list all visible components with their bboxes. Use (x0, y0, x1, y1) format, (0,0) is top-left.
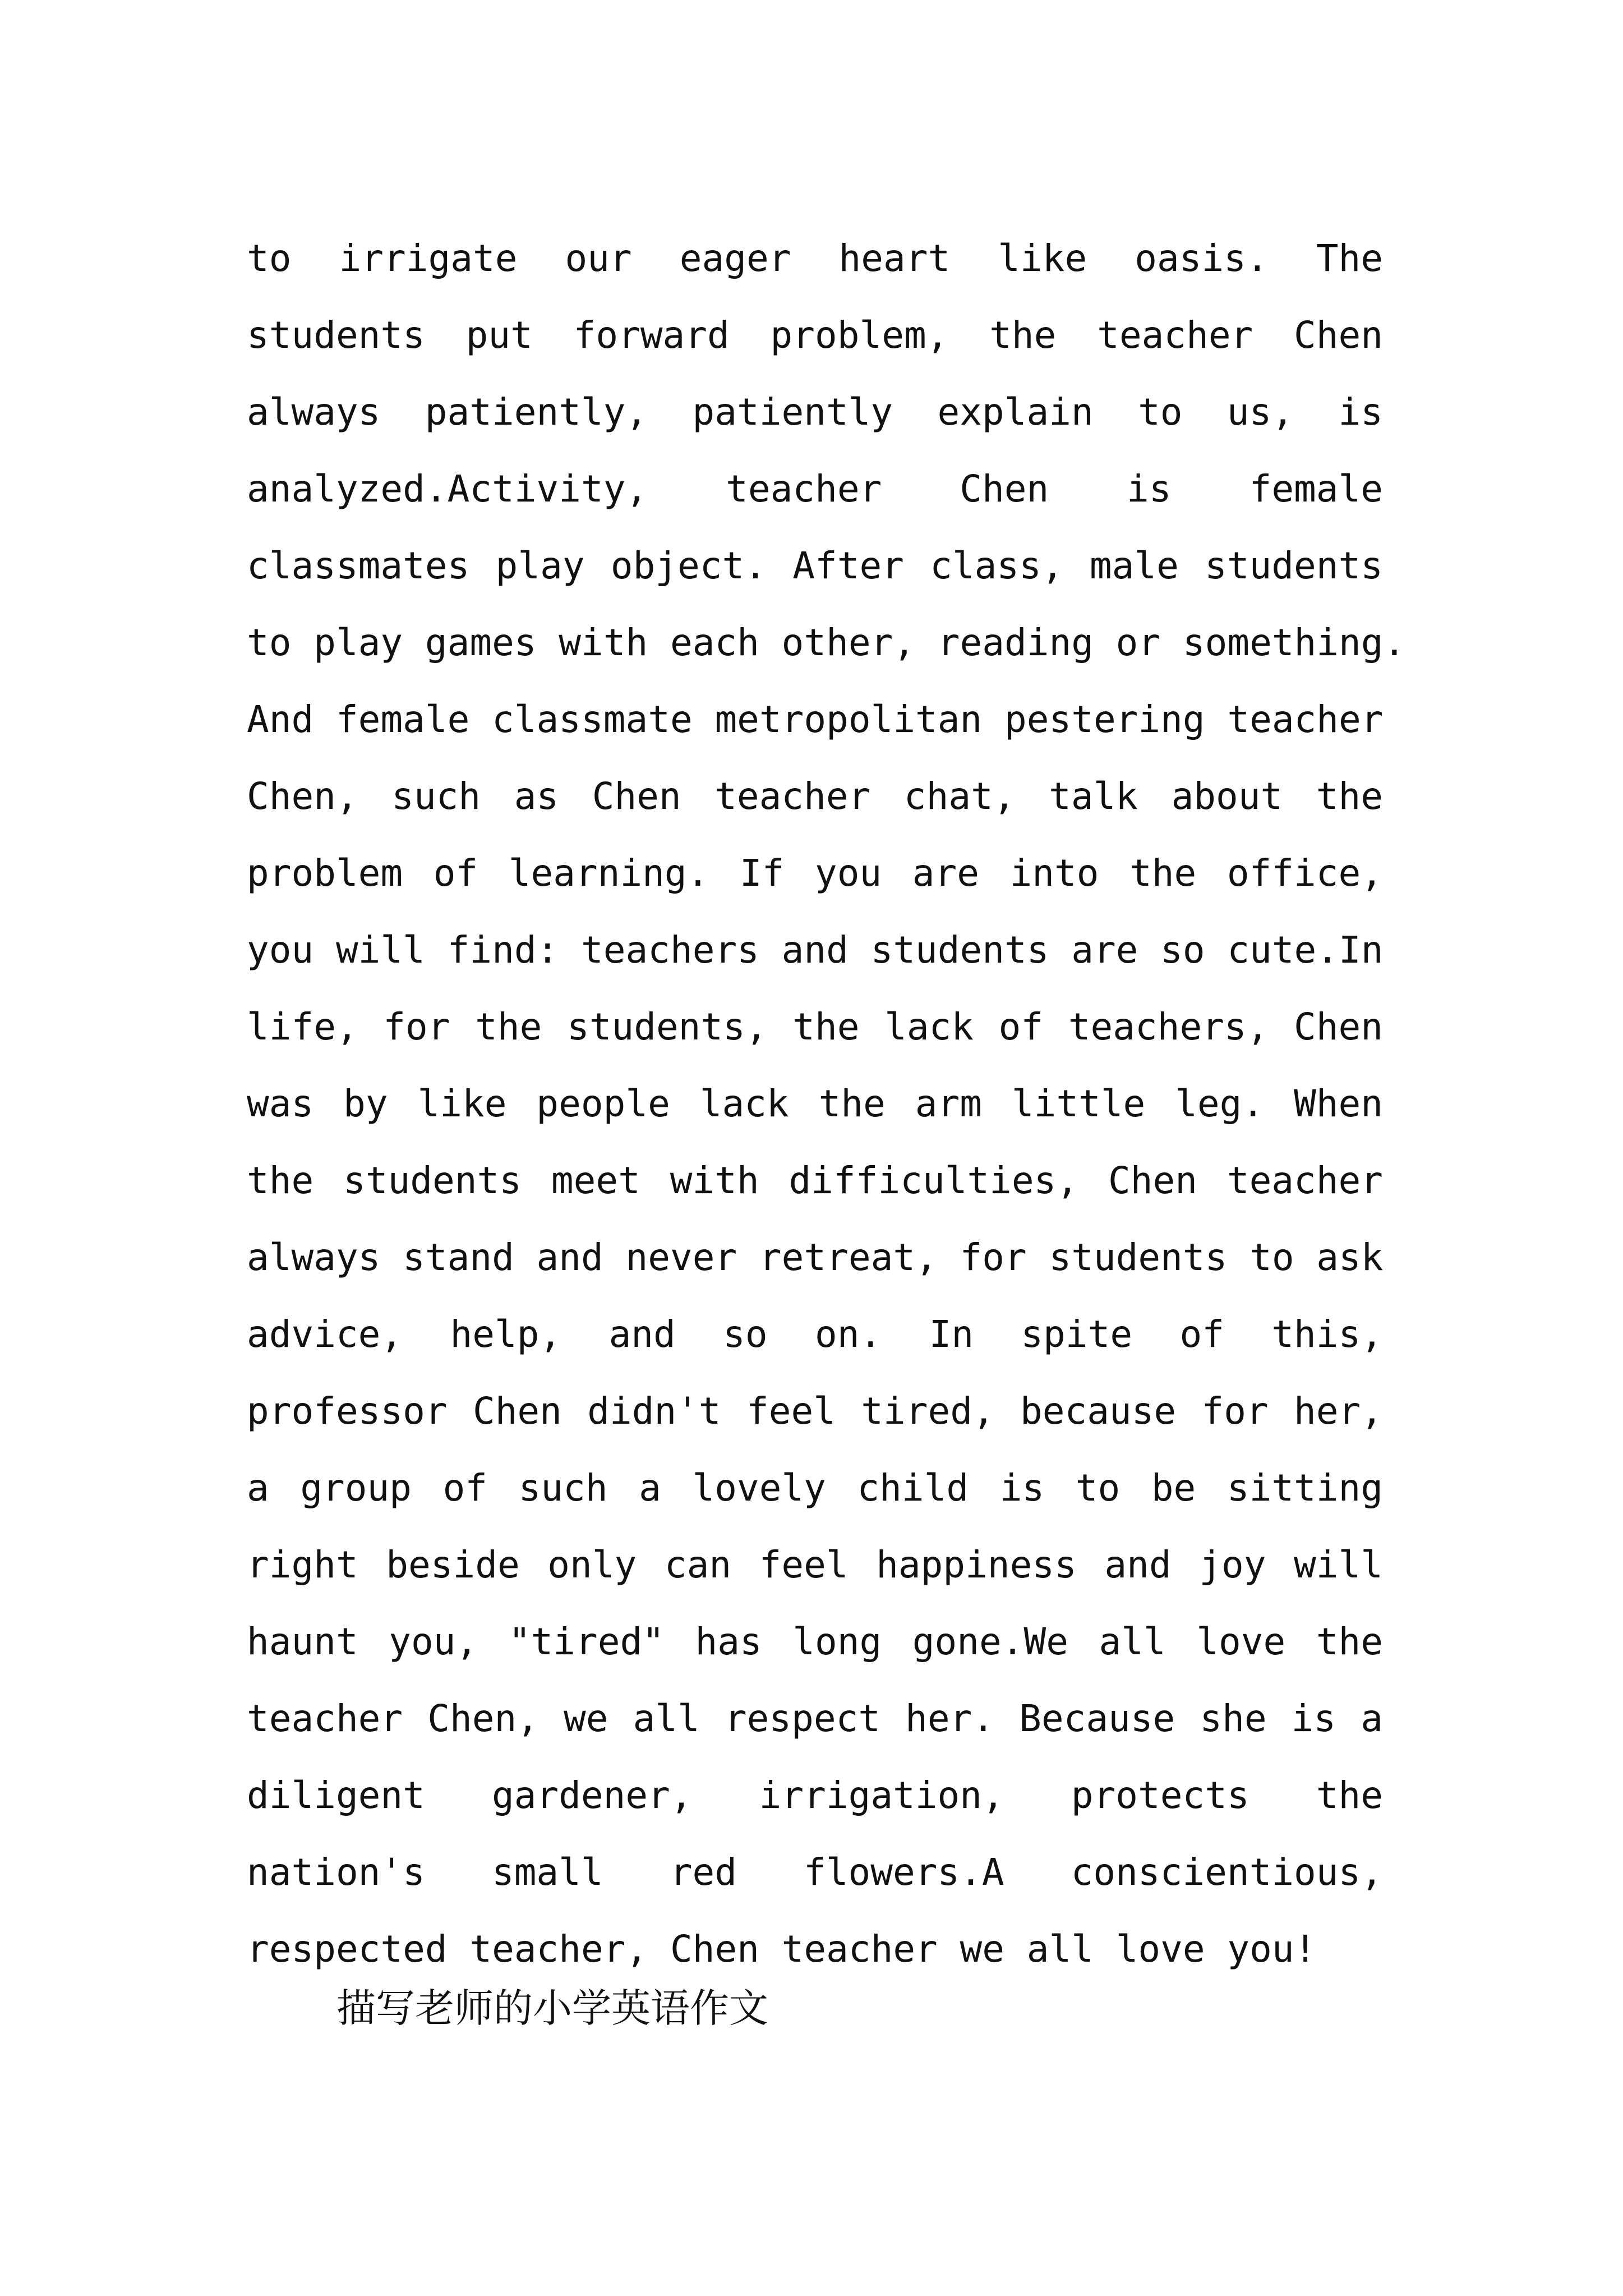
text-line: diligent gardener, irrigation, protects the (247, 1774, 1383, 1817)
text-line: right beside only can feel happiness and joy will (247, 1543, 1383, 1586)
text-line: life, for the students, the lack of teachers, Chen (247, 1005, 1383, 1048)
essay-body (247, 220, 1406, 1987)
text-line: to irrigate our eager heart like oasis. The (247, 237, 1383, 280)
text-line: always patiently, patiently explain to us, is (247, 390, 1383, 434)
text-line: you will find: teachers and students are so cute.In (247, 928, 1384, 972)
text-line: nation's small red flowers.A conscientious, (247, 1851, 1383, 1894)
essay-heading: 描写老师的小学英语作文 (336, 1985, 768, 2031)
text-line: problem of learning. If you are into the office, (247, 852, 1383, 895)
text-line: teacher Chen, we all respect her. Because she is a (247, 1697, 1383, 1740)
text-line: analyzed.Activity, teacher Chen is female (247, 467, 1383, 510)
text-line: classmates play object. After class, male students (247, 544, 1383, 587)
text-line: the students meet with difficulties, Chen teacher (247, 1159, 1383, 1202)
text-line: a group of such a lovely child is to be sitting (247, 1466, 1383, 1510)
text-line: always stand and never retreat, for students to ask (247, 1236, 1384, 1279)
text-line: And female classmate metropolitan pestering teacher (247, 698, 1384, 741)
text-line: to play games with each other, reading or something. (247, 621, 1406, 664)
text-line: haunt you, "tired" has long gone.We all love the (247, 1620, 1383, 1663)
text-line: professor Chen didn't feel tired, because for her, (247, 1389, 1383, 1433)
text-line: advice, help, and so on. In spite of this, (247, 1313, 1383, 1356)
text-line: Chen, such as Chen teacher chat, talk about the (247, 775, 1383, 818)
text-line: was by like people lack the arm little leg. When (247, 1082, 1383, 1125)
text-line-last: respected teacher, Chen teacher we all love you! (247, 1927, 1317, 1971)
text-line: students put forward problem, the teacher Chen (247, 314, 1383, 357)
